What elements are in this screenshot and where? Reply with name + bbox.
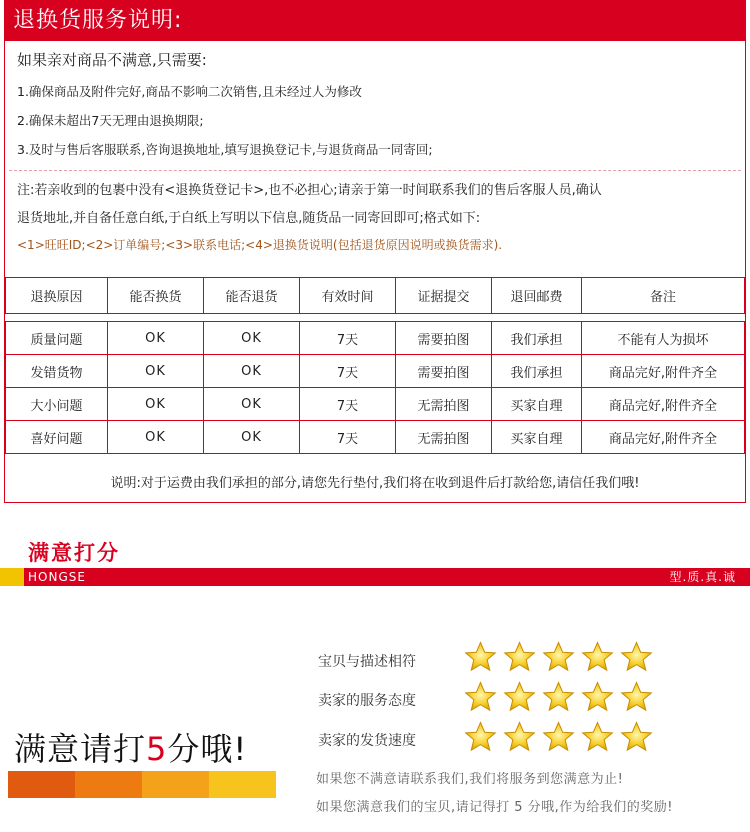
table-cell: OK — [204, 355, 300, 388]
format-line: <1>旺旺ID;<2>订单编号;<3>联系电话;<4>退换货说明(包括退货原因说明或换货需求). — [17, 238, 503, 252]
slogan-prefix: 满意请打 — [14, 730, 147, 768]
table-cell: 商品完好,附件齐全 — [582, 355, 745, 388]
slogan-number: 5 — [146, 730, 168, 768]
policy-explanation: 说明:对于运费由我们承担的部分,请您先行垫付,我们将在收到退件后打款给您,请信任我们哦! — [110, 476, 640, 491]
star-icon — [464, 641, 497, 676]
table-header: 能否退货 — [204, 278, 300, 314]
brand-name: HONGSE — [28, 570, 86, 584]
color-bar-segment — [142, 771, 209, 798]
star-icon — [542, 641, 575, 676]
table-cell: 质量问题 — [6, 322, 108, 355]
table-cell: 需要拍图 — [396, 355, 492, 388]
table-cell: 买家自理 — [492, 388, 582, 421]
star-icon — [542, 681, 575, 716]
policy-lead: 如果亲对商品不满意,只需要: — [17, 51, 207, 69]
table-cell: 发错货物 — [6, 355, 108, 388]
rating-banner — [0, 568, 750, 586]
table-row — [6, 421, 745, 454]
table-row — [6, 322, 745, 355]
table-header: 退回邮费 — [492, 278, 582, 314]
table-cell: 7天 — [300, 421, 396, 454]
policy-point: 2.确保未超出7天无理由退换期限; — [17, 113, 204, 128]
return-table — [5, 277, 745, 454]
brand-slogan: 型.质.真.诚 — [669, 570, 736, 584]
criterion-label: 宝贝与描述相符 — [318, 654, 416, 670]
slogan-suffix: 分哦! — [167, 730, 248, 768]
table-cell: OK — [204, 388, 300, 421]
footer-line-1: 如果您不满意请联系我们,我们将服务到您满意为止! — [316, 772, 624, 787]
table-row — [6, 388, 745, 421]
color-bar-segment — [8, 771, 75, 798]
star-icon — [464, 721, 497, 756]
table-cell: 无需拍图 — [396, 388, 492, 421]
star-icon — [620, 721, 653, 756]
table-cell: OK — [108, 421, 204, 454]
return-policy-panel — [4, 0, 746, 503]
color-bar — [8, 771, 276, 798]
table-cell: 不能有人为损坏 — [582, 322, 745, 355]
table-cell: 需要拍图 — [396, 322, 492, 355]
table-cell: 7天 — [300, 355, 396, 388]
table-cell: 商品完好,附件齐全 — [582, 388, 745, 421]
star-rating — [464, 721, 653, 756]
table-spacer — [6, 314, 745, 322]
color-bar-segment — [209, 771, 276, 798]
table-header: 有效时间 — [300, 278, 396, 314]
star-icon — [503, 681, 536, 716]
table-header-row — [6, 278, 745, 314]
table-cell: OK — [204, 322, 300, 355]
star-icon — [581, 721, 614, 756]
table-header: 证据提交 — [396, 278, 492, 314]
policy-title: 退换货服务说明: — [5, 1, 745, 41]
table-cell: 我们承担 — [492, 322, 582, 355]
star-icon — [464, 681, 497, 716]
table-header: 备注 — [582, 278, 745, 314]
color-bar-segment — [75, 771, 142, 798]
policy-note — [5, 171, 745, 255]
star-icon — [581, 681, 614, 716]
table-cell: OK — [108, 355, 204, 388]
table-cell: 7天 — [300, 388, 396, 421]
table-cell: 无需拍图 — [396, 421, 492, 454]
banner-accent — [0, 568, 24, 586]
table-cell: 商品完好,附件齐全 — [582, 421, 745, 454]
table-cell: 买家自理 — [492, 421, 582, 454]
policy-point: 1.确保商品及附件完好,商品不影响二次销售,且未经过人为修改 — [17, 84, 362, 99]
table-header: 退换原因 — [6, 278, 108, 314]
star-icon — [620, 681, 653, 716]
table-cell: OK — [108, 322, 204, 355]
star-icon — [620, 641, 653, 676]
star-rating — [464, 681, 653, 716]
policy-point: 3.及时与售后客服联系,咨询退换地址,填写退换登记卡,与退货商品一同寄回; — [17, 142, 433, 157]
note-line-2: 退货地址,并自备任意白纸,于白纸上写明以下信息,随货品一同寄回即可;格式如下: — [17, 211, 481, 226]
star-icon — [503, 641, 536, 676]
table-header: 能否换货 — [108, 278, 204, 314]
table-cell: OK — [108, 388, 204, 421]
policy-intro — [5, 41, 745, 159]
footer-line-2: 如果您满意我们的宝贝,请记得打 5 分哦,作为给我们的奖励! — [316, 800, 674, 815]
star-icon — [581, 641, 614, 676]
rating-title: 满意打分 — [28, 541, 120, 565]
note-line-1: 注:若亲收到的包裹中没有<退换货登记卡>,也不必担心;请亲于第一时间联系我们的售后客服人员,确认 — [17, 183, 602, 198]
star-rating — [464, 641, 653, 676]
table-row — [6, 355, 745, 388]
table-cell: OK — [204, 421, 300, 454]
table-cell: 大小问题 — [6, 388, 108, 421]
rate-five-slogan — [14, 724, 247, 770]
star-icon — [542, 721, 575, 756]
table-cell: 7天 — [300, 322, 396, 355]
criterion-label: 卖家的服务态度 — [318, 693, 416, 709]
criterion-label: 卖家的发货速度 — [318, 733, 416, 749]
table-cell: 喜好问题 — [6, 421, 108, 454]
table-cell: 我们承担 — [492, 355, 582, 388]
star-icon — [503, 721, 536, 756]
